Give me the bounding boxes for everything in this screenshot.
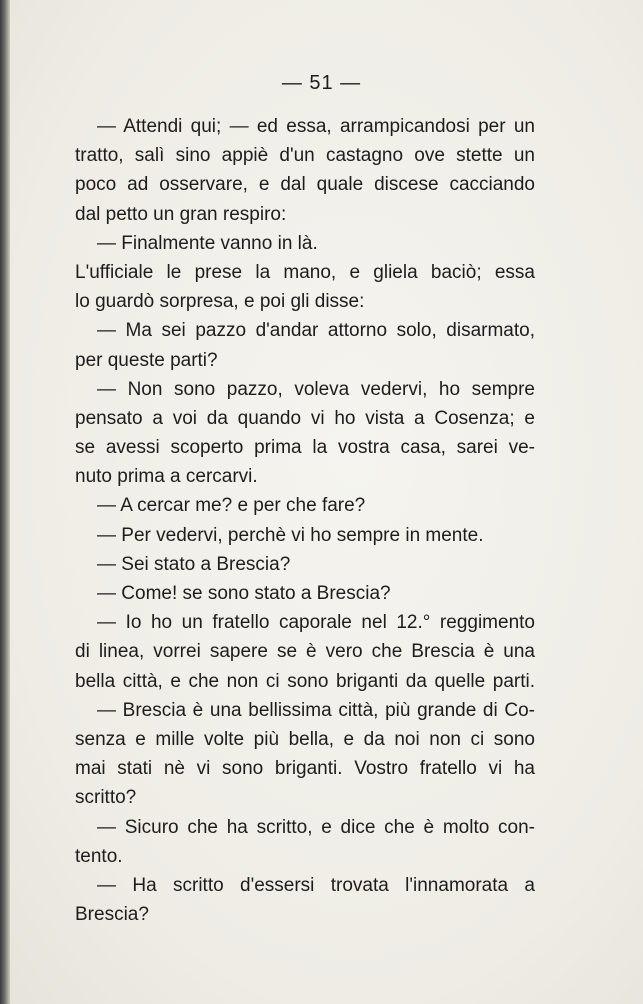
text-line: dal petto un gran respiro:: [75, 203, 287, 225]
text-line: — Brescia è una bellissima città, più grande di Co-: [97, 699, 535, 721]
text-line: nuto prima a cercarvi.: [75, 466, 258, 488]
text-line: — Finalmente vanno in là.: [97, 232, 318, 254]
text-line: lo guardò sorpresa, e poi gli disse:: [75, 291, 365, 313]
text-line: — Ha scritto d'essersi trovata l'innamorata a: [97, 874, 535, 896]
page-spine-shadow: [0, 0, 10, 1004]
text-line: mai stati nè vi sono briganti. Vostro fratello vi ha: [75, 758, 535, 780]
text-line: tento.: [75, 845, 123, 867]
text-line: scritto?: [75, 787, 137, 809]
text-line: bella città, e che non ci sono briganti da quelle parti.: [75, 670, 535, 692]
text-line: L'ufficiale le prese la mano, e gliela baciò; essa: [75, 261, 535, 283]
text-line: — Sei stato a Brescia?: [97, 553, 291, 575]
text-line: di linea, vorrei sapere se è vero che Brescia è una: [75, 641, 535, 663]
page-body-text: [75, 112, 535, 929]
text-line: — Per vedervi, perchè vi ho sempre in mente.: [97, 524, 484, 546]
text-line: poco ad osservare, e dal quale discese cacciando: [75, 174, 535, 196]
text-line: tratto, salì sino appiè d'un castagno ove stette un: [75, 145, 535, 167]
text-line: — Attendi qui; — ed essa, arrampicandosi per un: [97, 116, 535, 137]
text-line: per queste parti?: [75, 349, 218, 371]
page-number: — 51 —: [281, 72, 362, 94]
text-line: se avessi scoperto prima la vostra casa, sarei ve-: [75, 437, 535, 459]
text-line: senza e mille volte più bella, e da noi non ci sono: [75, 728, 535, 750]
text-line: pensato a voi da quando vi ho vista a Cosenza; e: [75, 407, 535, 429]
text-line: — Non sono pazzo, voleva vedervi, ho sempre: [97, 378, 535, 400]
text-line: Brescia?: [75, 904, 149, 926]
text-line: — Come! se sono stato a Brescia?: [97, 583, 391, 604]
text-line: — Io ho un fratello caporale nel 12.° reggimento: [97, 612, 535, 634]
text-line: — Ma sei pazzo d'andar attorno solo, disarmato,: [97, 320, 535, 342]
text-line: — A cercar me? e per che fare?: [97, 495, 366, 517]
text-line: — Sicuro che ha scritto, e dice che è molto con-: [97, 816, 535, 838]
